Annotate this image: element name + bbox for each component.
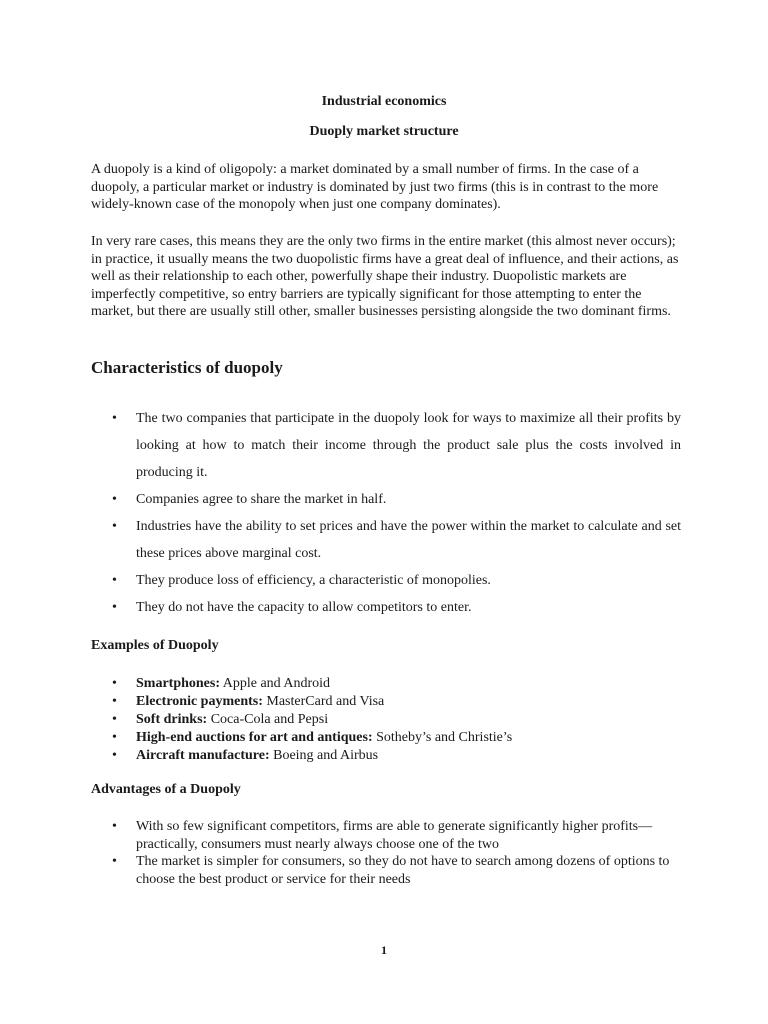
example-label: High-end auctions for art and antiques: [136,730,373,745]
example-text: Apple and Android [220,676,331,691]
list-item [0,711,681,729]
list-item-text: The market is simpler for consumers, so they do not have to search among dozens of options to choose the best product or service for their needs [136,854,670,887]
page-number: 1 [381,943,387,957]
advantages-list [0,818,681,888]
bullet-icon: • [112,519,117,534]
list-item-text: They produce loss of efficiency, a characteristic of monopolies. [136,573,491,588]
list-item [0,747,681,765]
list-item [0,405,681,486]
bullet-icon: • [112,730,117,745]
example-label: Smartphones: [136,676,221,691]
document-title: Industrial economics [321,94,447,109]
example-label: Soft drinks: [136,712,208,727]
list-item [0,818,681,853]
bullet-icon: • [112,573,117,588]
advantages-heading: Advantages of a Duopoly [91,782,241,797]
rare-cases-paragraph: In very rare cases, this means they are the only two firms in the entire market (this almost never occurs); in practice, it usually means the two duopolistic firms have a great deal of influence, and their actions, as well as their relationship to each other, powerfully shape their industry. Duopolistic markets are imperfectly competitive, so entry barriers are typically significant for those attempting to enter the market, but there are usually still other, smaller businesses persisting alongside the two dominant firms. [91,234,679,320]
list-item-text: Industries have the ability to set prices and have the power within the market to calculate and set these prices above marginal cost. [136,519,681,561]
example-text: MasterCard and Visa [262,694,385,709]
list-item-text: With so few significant competitors, firms are able to generate significantly higher profits—practically, consumers must nearly always choose one of the two [136,819,653,852]
bullet-icon: • [112,600,117,615]
list-item-text: The two companies that participate in the duopoly look for ways to maximize all their profits by looking at how to match their income through the product sale plus the costs involved in producing it. [136,411,681,480]
list-item [0,567,681,594]
list-item [0,693,681,711]
example-text: Boeing and Airbus [269,748,379,763]
bullet-icon: • [112,492,117,507]
example-text: Coca-Cola and Pepsi [207,712,329,727]
bullet-icon: • [112,694,117,709]
example-label: Electronic payments: [136,694,263,709]
bullet-icon: • [112,748,117,763]
list-item [0,513,681,567]
examples-heading: Examples of Duopoly [91,638,219,653]
bullet-icon: • [112,411,117,426]
examples-list [0,675,681,765]
example-label: Aircraft manufacture: [136,748,270,763]
intro-paragraph: A duopoly is a kind of oligopoly: a market dominated by a small number of firms. In the case of a duopoly, a particular market or industry is dominated by just two firms (this is in contrast to the more widely-known case of the monopoly when just one company dominates). [91,162,659,213]
bullet-icon: • [112,676,117,691]
document-subtitle: Duoply market structure [309,124,459,139]
list-item [0,486,681,513]
list-item-text: Companies agree to share the market in half. [136,492,387,507]
list-item-text: They do not have the capacity to allow competitors to enter. [136,600,472,615]
characteristics-list [0,405,681,621]
list-item [0,675,681,693]
bullet-icon: • [112,819,117,834]
example-text: Sotheby’s and Christie’s [372,730,513,745]
bullet-icon: • [112,854,117,869]
bullet-icon: • [112,712,117,727]
list-item [0,594,681,621]
list-item [0,729,681,747]
characteristics-heading: Characteristics of duopoly [91,358,283,377]
list-item [0,853,681,888]
